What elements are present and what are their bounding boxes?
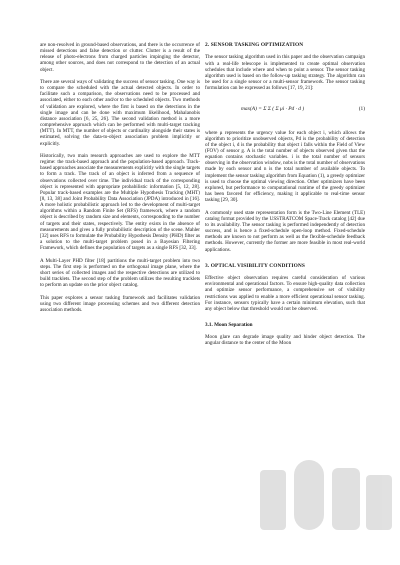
- paragraph: Moon glare can degrade image quality and hinder object detection. The angular distance to the center of the Moon: [205, 334, 365, 347]
- section-heading-optical-visibility: 3. OPTICAL VISIBILITY CONDITIONS: [205, 262, 305, 269]
- watermark-logo: [250, 430, 400, 565]
- paragraph: Effective object observation requires careful consideration of various environmental and operational factors. To ensure high-quality data collection and optimize sensor performance, a comprehensive set of visibility restrictions was applied to enable a more efficient operational sensor tasking. For instance, sensors typically have a certain minimum elevation, such that any object below that threshold would not be observed.: [205, 275, 365, 312]
- subsection-heading-moon-separation: 3.1. Moon Separation: [205, 322, 253, 329]
- section-heading-sensor-tasking: 2. SENSOR TASKING OPTIMIZATION: [205, 42, 304, 48]
- paragraph: are non-resolved in ground-based observations, and there is the occurrence of missed detections and false detection or clutter. Clutter is a result of the release of photo-electrons from charged particles impinging the detector, among other sources, and does not correspond to the detection of an actual object.: [40, 42, 200, 73]
- paragraph: A Multi-Layer PHD filter [18] partitions the multi-target problem into two steps. The first step is performed on the orthogonal image plane, where the short series of collected images and the respective detections are utilized to build tracklets. The second step of the problem utilizes the resulting tracklets to perform an update on the prior object catalog.: [40, 257, 200, 289]
- paragraph: The sensor tasking algorithm used in this paper and the observation campaign with a real-life telescope is implemented to create optimal observation schedules that include where and when to point a sensor. The sensor tasking algorithm used is based on the follow-up tasking strategy. The algorithm can be used for a single sensor or a multi-sensor framework. The sensor tasking formulation can be expressed as follows [17, 19, 21]:: [205, 54, 365, 92]
- equation-1: [205, 98, 365, 124]
- paragraph: This paper explores a sensor tasking framework and facilitates validation using two different image processing schemes and two different detection association methods.: [40, 294, 200, 313]
- paragraph: where μ represents the urgency value for each object i, which allows the algorithm to prioritize unobserved objects, Pd is the probability of detection of the object i, d is the probability that object i falls within the Field of View (FOV) of sensor g. A is the total number of objects observed given that the equation contains stochastic variables. i is the total number of sensors observing in the observation window, nobs is the total number of observations made by each sensor and n is the total number of available objects. To implement the sensor tasking algorithm from Equation (1), a greedy optimizer is used to choose the optimal viewing direction. Other optimizers have been explored, but performance to computational runtime of the greedy optimizer has been favored for efficiency, making it applicable to real-time sensor tasking [29, 30].: [205, 129, 365, 204]
- equation-body: max(A) = Σ Σ ( Σ μi · Pd · d ): [241, 105, 305, 112]
- paragraph: There are several ways of validating the success of sensor tasking. One way is to compare the scheduled with the actual detected objects. In order to facilitate such a comparison, the observations need to be processed and associated, either to each other and/or to the scheduled objects. Two methods of validation are explored, where the first is based on the detections in the single image and can be done with maximum likelihood, Mahalanobis distance association [6, 25, 26]. The second validation method is a more comprehensive approach which can be performed with multi-target tracking (MTT). In MTT, the number of objects or cardinality alongside their states is estimated, solving the data-to-object association problem implicitly or explicitly.: [40, 78, 200, 147]
- right-column: [205, 42, 365, 353]
- paragraph: A commonly used state representation form is the Two-Line Element (TLE) catalog format provided by the USSTRATCOM Space-Track catalog [42] due to its availability. The sensor tasking is performed independently of detection success, and is hence a fixed-schedule open-loop method. Fixed-schedule methods are known to not perform as well as the flexible-schedule feedback methods. However, currently the former are more feasible in most real-world applications.: [205, 209, 365, 253]
- paragraph: Historically, two main research approaches are used to explore the MTT regime: the track-based approach and the population-based approach. Track-based approaches associate the measurements explicitly with the single targets to form a track. The track of an object is inferred from a sequence of observations collected over time. The individual track of the corresponding object is represented with appropriate probabilistic information [5, 12, 28]. Popular track-based examples are the Multiple Hypothesis Tracking (MHT) [8, 13, 38] and Joint Probability Data Association (JPDA) introduced in [16]. A more holistic probabilistic approach led to the development of multi-target algorithms within a Random Finite Set (RFS) framework, where a random object is described by random size and elements, corresponding to the number of targets and their states, respectively. The entity exists in the absence of measurements and gives a fully probabilistic description of the scene. Mahler [32] uses RFS to formulate the Probability Hypothesis Density (PHD) filter as a solution to the multi-target problem posed in a Bayesian Filtering Framework, which defines the population of targets as a single RFS [32, 33].: [40, 152, 200, 252]
- left-column: [40, 42, 200, 319]
- equation-number: (1): [358, 105, 365, 112]
